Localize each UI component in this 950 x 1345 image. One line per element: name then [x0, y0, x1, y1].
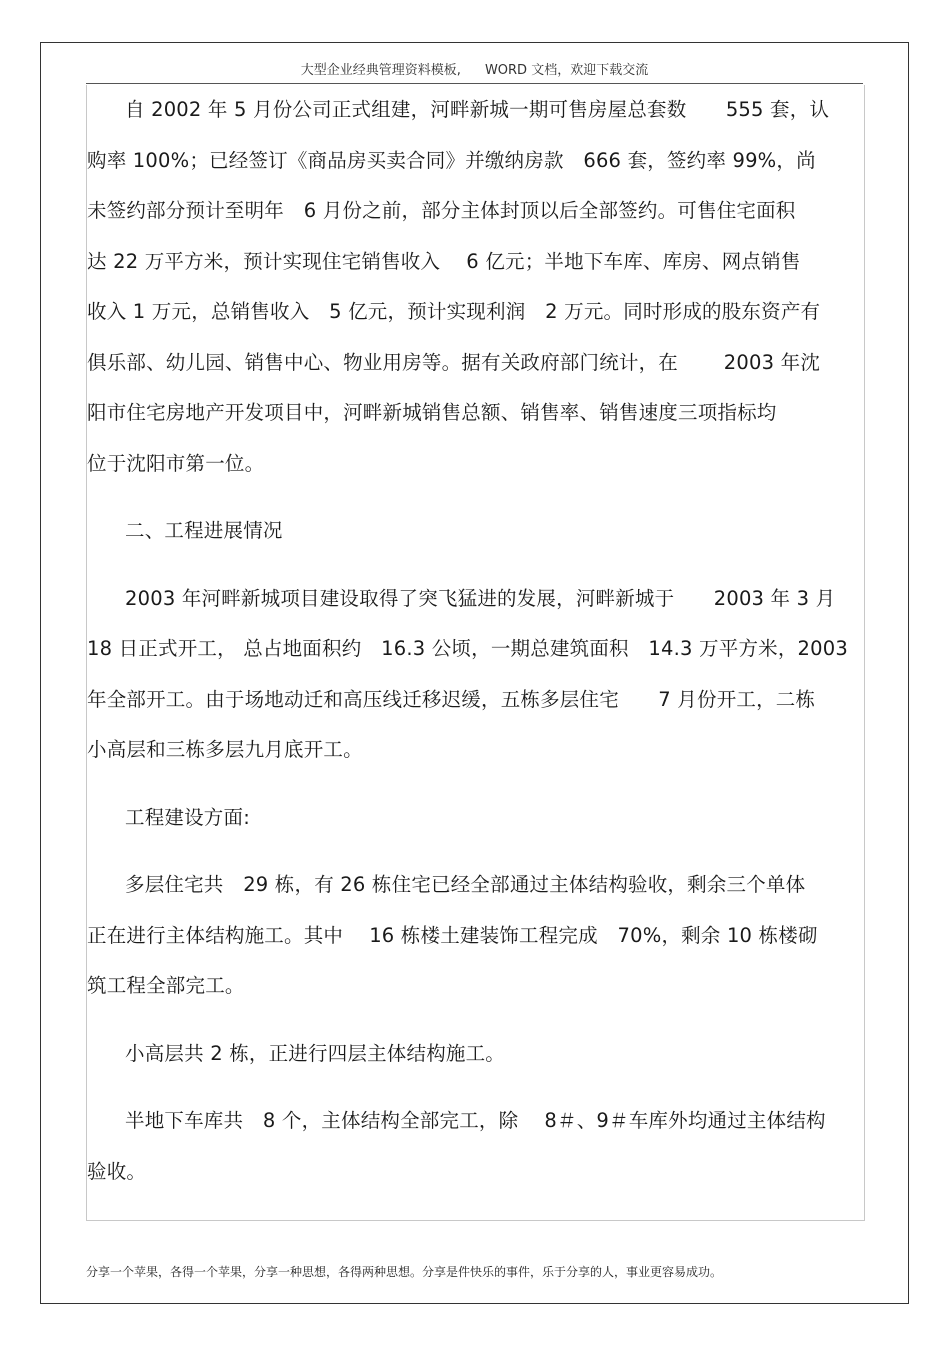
paragraph-line: 位于沈阳市第一位。	[87, 451, 265, 475]
paragraph-line: 收入 1 万元，总销售收入 5 亿元，预计实现利润 2 万元。同时形成的股东资产有	[87, 300, 821, 323]
paragraph-line: 达 22 万平方米，预计实现住宅销售收入 6 亿元；半地下车库、库房、网点销售	[87, 249, 801, 273]
paragraph-line: 阳市住宅房地产开发项目中，河畔新城销售总额、销售率、销售速度三项指标均	[87, 401, 777, 424]
page-header	[41, 59, 908, 78]
paragraph-line: 小高层和三栋多层九月底开工。	[87, 738, 363, 761]
header-divider	[86, 83, 863, 84]
paragraph-line: 自 2002 年 5 月份公司正式组建，河畔新城一期可售房屋总套数 555 套，认	[125, 98, 830, 121]
paragraph-line: 购率 100%；已经签订《商品房买卖合同》并缴纳房款 666 套，签约率 99%，尚	[87, 148, 816, 172]
page-footer: 分享一个苹果，各得一个苹果，分享一种思想，各得两种思想。分享是件快乐的事件，乐于分享的人，事业更容易成功。	[86, 1265, 723, 1279]
paragraph-line: 俱乐部、幼儿园、销售中心、物业用房等。据有关政府部门统计，在 2003 年沈	[87, 350, 821, 374]
document-body	[87, 85, 864, 1197]
paragraph-line: 筑工程全部完工。	[87, 974, 245, 997]
paragraph-line: 2003 年河畔新城项目建设取得了突飞猛进的发展，河畔新城于 2003 年 3 月	[125, 586, 836, 610]
paragraph-line: 验收。	[87, 1159, 147, 1183]
paragraph-line: 小高层共 2 栋，正进行四层主体结构施工。	[125, 1041, 506, 1065]
header-left-text: 大型企业经典管理资料模板,	[300, 63, 461, 78]
content-area	[86, 85, 865, 1221]
section-heading: 二、工程进展情况	[125, 519, 283, 542]
paragraph-line: 半地下车库共 8 个，主体结构全部完工，除 8＃、9＃车库外均通过主体结构	[125, 1109, 826, 1132]
paragraph-line: 工程建设方面:	[125, 805, 250, 829]
paragraph-line: 多层住宅共 29 栋，有 26 栋住宅已经全部通过主体结构验收，剩余三个单体	[125, 873, 806, 896]
paragraph-line: 未签约部分预计至明年 6 月份之前，部分主体封顶以后全部签约。可售住宅面积	[87, 199, 796, 222]
page-frame	[40, 42, 909, 1304]
paragraph-line: 18 日正式开工， 总占地面积约 16.3 公顷，一期总建筑面积 14.3 万平方米，2003	[87, 637, 848, 660]
paragraph-line: 年全部开工。由于场地动迁和高压线迁移迟缓，五栋多层住宅 7 月份开工，二栋	[87, 687, 816, 711]
header-right-text: WORD 文档，欢迎下载交流	[484, 63, 649, 78]
paragraph-line: 正在进行主体结构施工。其中 16 栋楼土建装饰工程完成 70%，剩余 10 栋楼砌	[87, 923, 818, 947]
